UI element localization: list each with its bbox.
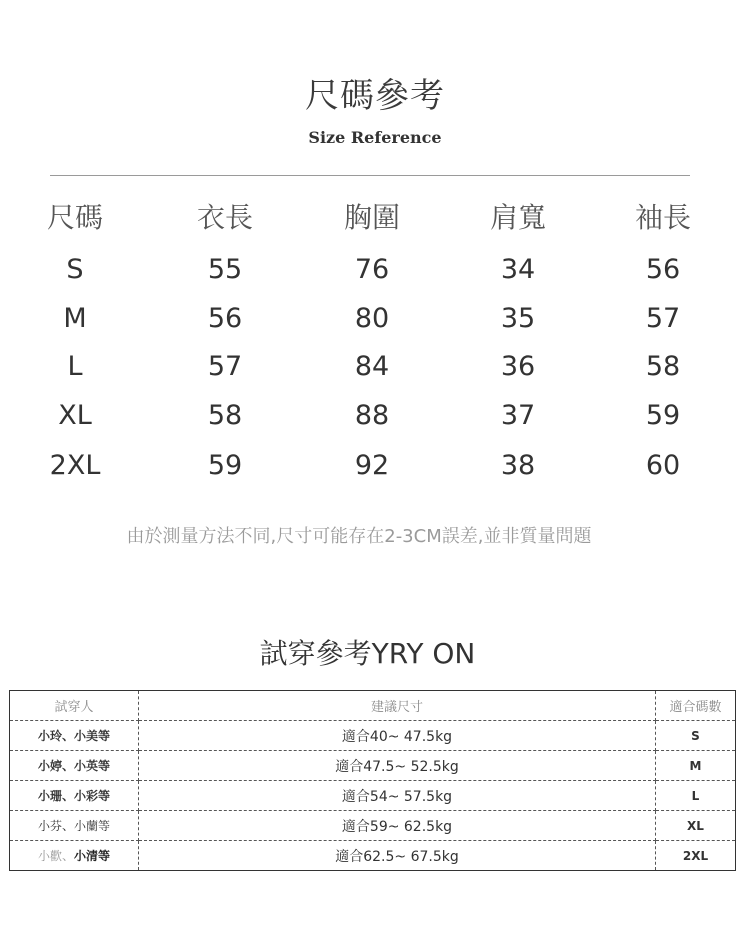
- suggest-cell: 適合54~ 57.5kg: [139, 781, 656, 811]
- page-subtitle: Size Reference: [308, 128, 442, 147]
- size-cell: L: [67, 351, 83, 382]
- person-cell: 小婷、小英等: [10, 751, 139, 781]
- shoulder-cell: 35: [500, 303, 536, 334]
- table-row: [0, 299, 750, 339]
- sleeve-cell: 60: [645, 450, 681, 481]
- length-cell: 57: [207, 351, 243, 382]
- table-row: [10, 751, 736, 781]
- person-cell: [10, 841, 139, 871]
- fit-size-cell: 2XL: [682, 848, 709, 863]
- try-on-table: [9, 690, 736, 871]
- column-header-sleeve: 袖長: [634, 201, 691, 234]
- suggest-cell: 適合59~ 62.5kg: [139, 811, 656, 841]
- column-header-suggest: 建議尺寸: [139, 691, 656, 721]
- bust-cell: 76: [354, 254, 390, 285]
- try-on-header-row: [10, 691, 736, 721]
- bust-cell: 84: [354, 351, 390, 382]
- column-header-size: 尺碼: [46, 201, 103, 234]
- person-cell: 小珊、小彩等: [10, 781, 139, 811]
- fit-size-cell: S: [656, 721, 736, 751]
- fit-size-cell: L: [656, 781, 736, 811]
- table-row: [0, 396, 750, 436]
- fit-size-cell: XL: [656, 811, 736, 841]
- column-header-fit-size: 適合碼數: [656, 691, 736, 721]
- table-row: [0, 446, 750, 486]
- bust-cell: 88: [354, 400, 390, 431]
- bust-cell: 92: [354, 450, 390, 481]
- table-row: [10, 811, 736, 841]
- column-header-shoulder: 肩寬: [489, 201, 546, 234]
- size-cell: S: [66, 254, 84, 285]
- table-row: [0, 347, 750, 387]
- shoulder-cell: 37: [500, 400, 536, 431]
- table-row: [10, 781, 736, 811]
- length-cell: 58: [207, 400, 243, 431]
- column-header-bust: 胸圍: [343, 201, 400, 234]
- person-cell: 小玲、小美等: [10, 721, 139, 751]
- divider: [50, 175, 690, 176]
- table-row: [0, 250, 750, 290]
- page-title: 尺碼參考: [305, 76, 445, 116]
- bust-cell: 80: [354, 303, 390, 334]
- shoulder-cell: 34: [500, 254, 536, 285]
- size-cell: 2XL: [49, 450, 101, 481]
- length-cell: 59: [207, 450, 243, 481]
- suggest-cell: 適合40~ 47.5kg: [139, 721, 656, 751]
- table-row: [10, 841, 736, 871]
- size-cell: M: [63, 303, 87, 334]
- suggest-cell: 適合62.5~ 67.5kg: [139, 841, 656, 871]
- sleeve-cell: 57: [645, 303, 681, 334]
- length-cell: 56: [207, 303, 243, 334]
- length-cell: 55: [207, 254, 243, 285]
- measurement-note: 由於測量方法不同,尺寸可能存在2-3CM誤差,並非質量問題: [126, 526, 592, 547]
- person-name-bold: 小清等: [74, 849, 111, 863]
- size-cell: XL: [58, 400, 92, 431]
- person-name-light: 小歡、: [37, 849, 74, 863]
- shoulder-cell: 36: [500, 351, 536, 382]
- try-on-title: 試穿參考YRY ON: [259, 637, 476, 670]
- sleeve-cell: 58: [645, 351, 681, 382]
- suggest-cell: 適合47.5~ 52.5kg: [139, 751, 656, 781]
- size-table-header: [0, 198, 750, 238]
- column-header-person: 試穿人: [10, 691, 139, 721]
- fit-size-cell: M: [656, 751, 736, 781]
- person-cell: 小芬、小蘭等: [10, 811, 139, 841]
- sleeve-cell: 59: [645, 400, 681, 431]
- column-header-length: 衣長: [196, 201, 253, 234]
- shoulder-cell: 38: [500, 450, 536, 481]
- sleeve-cell: 56: [645, 254, 681, 285]
- table-row: [10, 721, 736, 751]
